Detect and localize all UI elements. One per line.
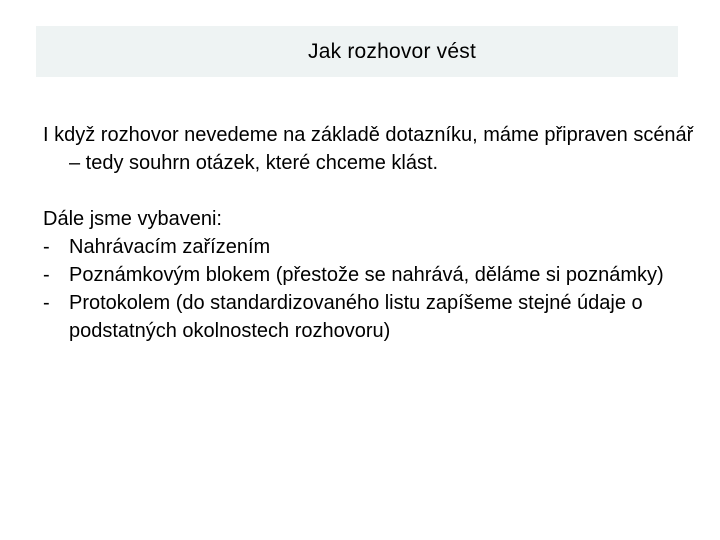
list-item-text: Poznámkovým blokem (přestože se nahrává, děláme si poznámky) bbox=[69, 264, 664, 286]
list-marker: - bbox=[43, 292, 50, 314]
slide-body bbox=[43, 121, 703, 345]
list-marker: - bbox=[43, 236, 50, 258]
title-banner bbox=[36, 26, 678, 77]
list-item bbox=[43, 233, 703, 261]
paragraph-spacer bbox=[43, 177, 703, 205]
equipment-heading: Dále jsme vybaveni: bbox=[43, 208, 222, 230]
list-item bbox=[43, 289, 703, 345]
list-marker: - bbox=[43, 264, 50, 286]
list-item bbox=[43, 261, 703, 289]
list-item-text: Nahrávacím zařízením bbox=[69, 236, 271, 258]
slide-title: Jak rozhovor vést bbox=[308, 39, 476, 63]
list-item-text: Protokolem (do standardizovaného listu zapíšeme stejné údaje o podstatných okolnostech rozhovoru) bbox=[69, 292, 643, 342]
equipment-list bbox=[43, 233, 703, 345]
intro-paragraph: I když rozhovor nevedeme na základě dotazníku, máme připraven scénář – tedy souhrn otázek, které chceme klást. bbox=[43, 124, 694, 174]
